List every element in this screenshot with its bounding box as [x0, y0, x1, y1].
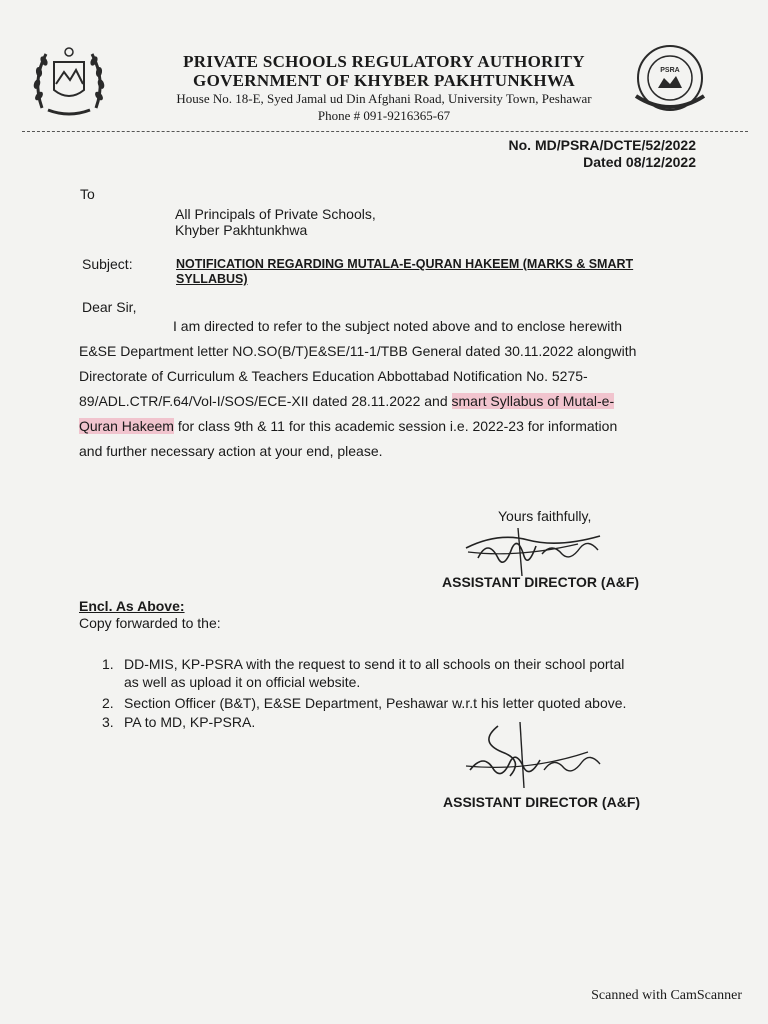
signature-2-icon — [458, 718, 608, 794]
highlighted-quran-hakeem: Quran Hakeem — [79, 418, 174, 434]
recipient-line-1: All Principals of Private Schools, — [175, 206, 376, 222]
body-line-4 — [79, 389, 614, 414]
body-line-5-text: for class 9th & 11 for this academic session i.e. 2022-23 for information — [173, 418, 618, 434]
signatory-1-designation: ASSISTANT DIRECTOR (A&F) — [442, 574, 640, 590]
copy-item-3-number: 3. — [102, 714, 114, 730]
signature-1-icon — [458, 518, 608, 580]
copy-forwarded-label: Copy forwarded to the: — [79, 615, 221, 631]
letterhead-title-line-1: PRIVATE SCHOOLS REGULATORY AUTHORITY — [183, 52, 585, 71]
reference-date: Dated 08/12/2022 — [583, 154, 696, 170]
to-label: To — [80, 186, 95, 202]
psra-seal-abbr: PSRA — [660, 67, 680, 74]
body-line-5 — [79, 414, 617, 439]
enclosure-label: Encl. As Above: — [79, 598, 185, 614]
subject-line-2: SYLLABUS) — [176, 272, 248, 286]
copy-item-3-line-1: PA to MD, KP-PSRA. — [124, 714, 256, 730]
body-line-1: I am directed to refer to the subject noted above and to enclose herewith — [173, 318, 623, 334]
copy-item-2-number: 2. — [102, 695, 114, 711]
letterhead-address: House No. 18-E, Syed Jamal ud Din Afghani Road, University Town, Peshawar — [176, 91, 592, 106]
letterhead-divider — [22, 131, 748, 132]
letterhead-phone: Phone # 091-9216365-67 — [317, 108, 451, 123]
highlighted-syllabus-text: smart Syllabus of Mutal-e- — [451, 393, 615, 409]
subject-line-1: NOTIFICATION REGARDING MUTALA-E-QURAN HAKEEM (MARKS & SMART — [176, 257, 634, 271]
reference-number: No. MD/PSRA/DCTE/52/2022 — [508, 137, 696, 153]
scanner-footer: Scanned with CamScanner — [591, 988, 742, 1003]
body-line-3: Directorate of Curriculum & Teachers Education Abbottabad Notification No. 5275- — [79, 368, 588, 384]
letterhead-title-line-2: GOVERNMENT OF KHYBER PAKHTUNKHWA — [193, 71, 575, 90]
body-line-2: E&SE Department letter NO.SO(B/T)E&SE/11-1/TBB General dated 30.11.2022 alongwith — [79, 343, 637, 359]
signatory-2-designation: ASSISTANT DIRECTOR (A&F) — [443, 794, 641, 810]
copy-item-1-number: 1. — [102, 656, 114, 672]
psra-seal-icon — [628, 42, 712, 116]
body-line-6: and further necessary action at your end, please. — [79, 443, 383, 459]
recipient-line-2: Khyber Pakhtunkhwa — [175, 222, 308, 238]
copy-item-1-line-1: DD-MIS, KP-PSRA with the request to send it to all schools on their school portal — [124, 656, 625, 672]
subject-label: Subject: — [82, 256, 133, 272]
salutation: Dear Sir, — [82, 299, 137, 315]
closing: Yours faithfully, — [498, 508, 592, 524]
body-line-4-text: 89/ADL.CTR/F.64/Vol-I/SOS/ECE-XII dated 28.11.2022 and — [79, 393, 452, 409]
copy-item-1-line-2: as well as upload it on official website. — [124, 674, 361, 690]
copy-item-2-line-1: Section Officer (B&T), E&SE Department, Peshawar w.r.t his letter quoted above. — [124, 695, 627, 711]
